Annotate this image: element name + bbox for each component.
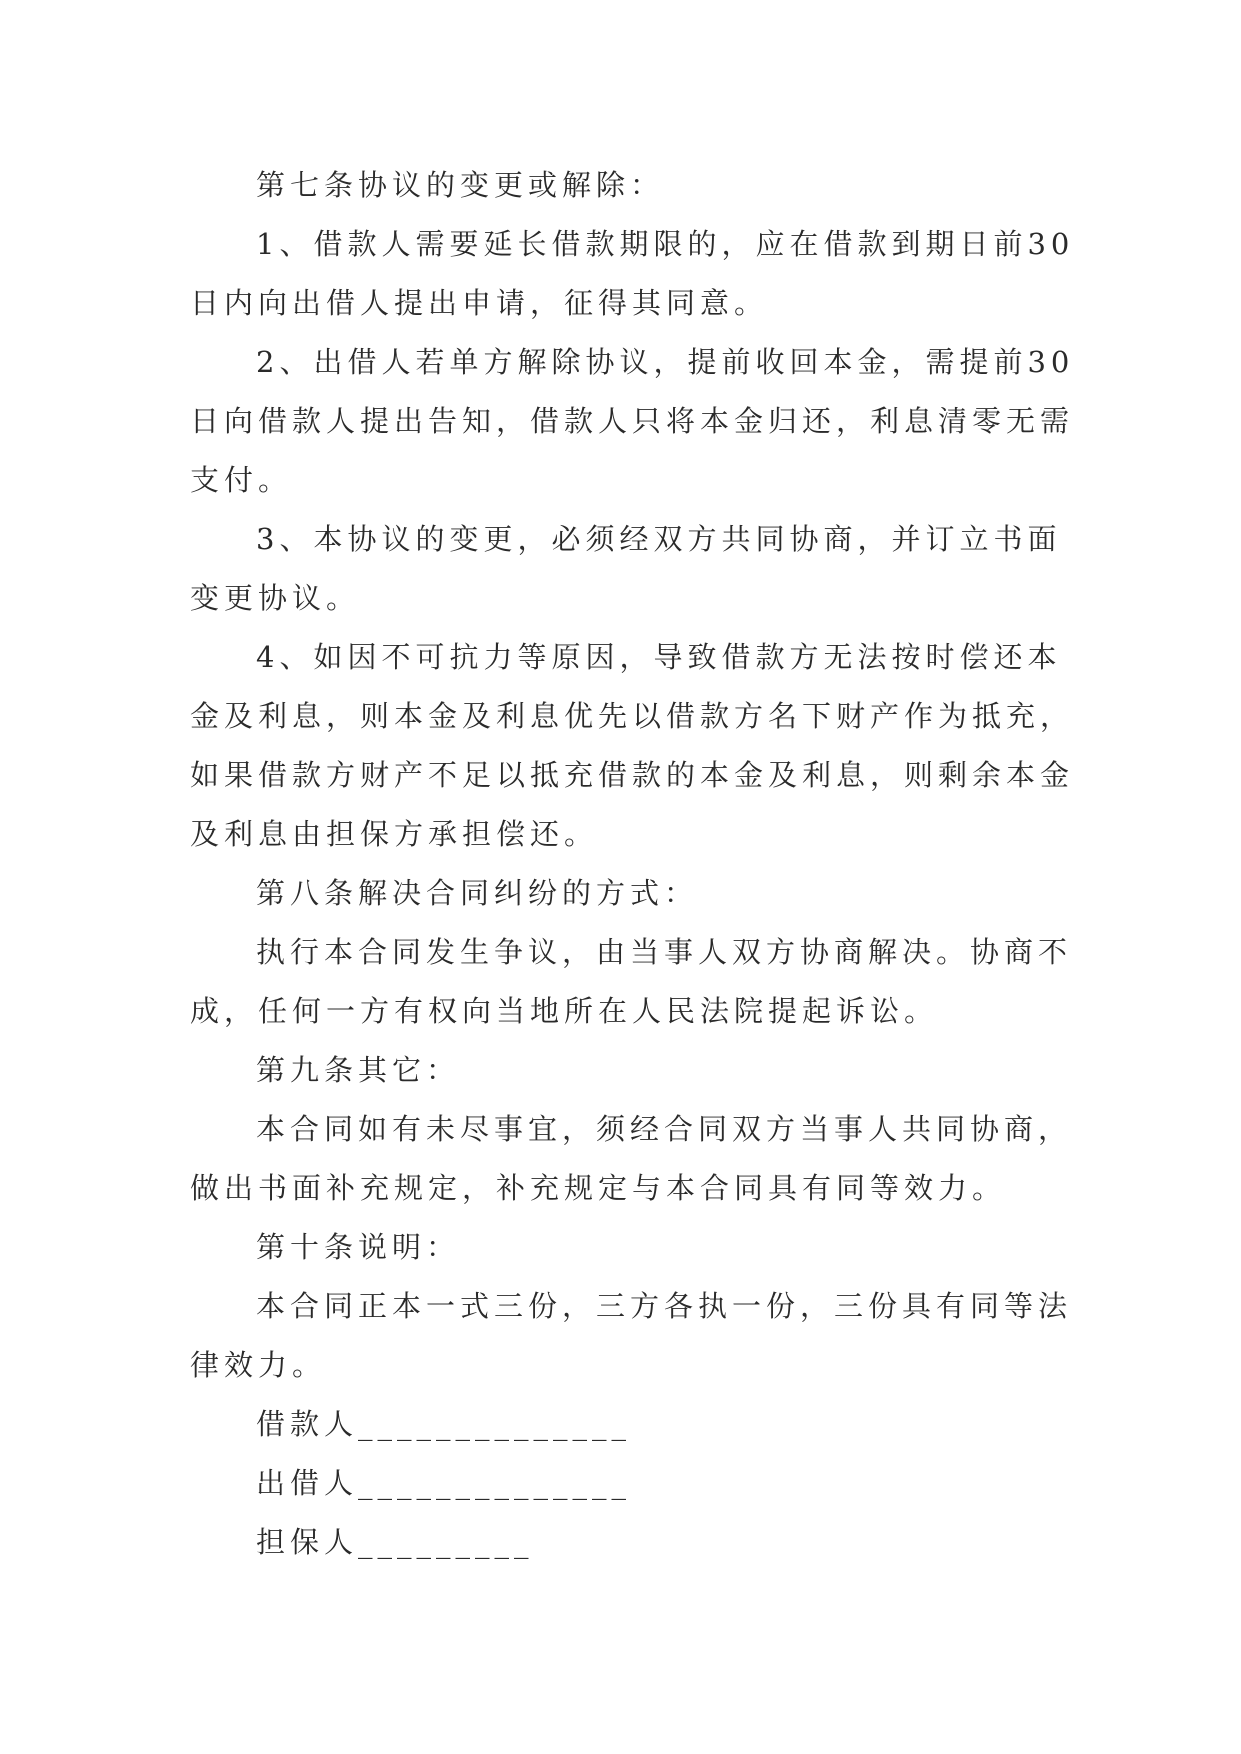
article-10-heading: 第十条说明： — [256, 1230, 461, 1264]
paragraph-line: 律效力。 — [190, 1348, 327, 1382]
paragraph-line: 3、本协议的变更，必须经双方共同协商，并订立书面 — [256, 522, 1062, 556]
paragraph-line: 4、如因不可抗力等原因，导致借款方无法按时偿还本 — [256, 640, 1062, 674]
signature-label: 担保人 — [256, 1525, 359, 1559]
signature-blank: _________ — [358, 1525, 534, 1559]
paragraph-line: 及利息由担保方承担偿还。 — [190, 817, 599, 851]
paragraph-line: 执行本合同发生争议，由当事人双方协商解决。协商不 — [256, 935, 1073, 969]
signature-borrower — [190, 1395, 1060, 1454]
paragraph-line: 做出书面补充规定，补充规定与本合同具有同等效力。 — [190, 1171, 1007, 1205]
signature-guarantor — [190, 1513, 1060, 1572]
paragraph-line: 本合同如有未尽事宜，须经合同双方当事人共同协商， — [256, 1112, 1073, 1146]
signature-label: 借款人 — [256, 1407, 359, 1441]
article-7-heading: 第七条协议的变更或解除： — [256, 168, 665, 202]
paragraph-line: 成，任何一方有权向当地所在人民法院提起诉讼。 — [190, 994, 939, 1028]
paragraph-line: 2、出借人若单方解除协议，提前收回本金，需提前30 — [256, 345, 1075, 379]
paragraph-line: 变更协议。 — [190, 581, 361, 615]
paragraph-line: 日向借款人提出告知，借款人只将本金归还，利息清零无需 — [190, 404, 1075, 438]
article-8-heading: 第八条解决合同纠纷的方式： — [256, 876, 699, 910]
signature-label: 出借人 — [256, 1466, 359, 1500]
paragraph-line: 如果借款方财产不足以抵充借款的本金及利息，则剩余本金 — [190, 758, 1075, 792]
article-9-heading: 第九条其它： — [256, 1053, 461, 1087]
paragraph-line: 金及利息，则本金及利息优先以借款方名下财产作为抵充， — [190, 699, 1075, 733]
signature-blank: ______________ — [358, 1407, 632, 1441]
paragraph-line: 本合同正本一式三份，三方各执一份，三份具有同等法 — [256, 1289, 1073, 1323]
signature-lender — [190, 1454, 1060, 1513]
paragraph-line: 1、借款人需要延长借款期限的，应在借款到期日前30 — [256, 227, 1075, 261]
paragraph-line: 支付。 — [190, 463, 293, 497]
paragraph-line: 日内向出借人提出申请，征得其同意。 — [190, 286, 769, 320]
signature-blank: ______________ — [358, 1466, 632, 1500]
document-body — [190, 156, 1075, 1572]
